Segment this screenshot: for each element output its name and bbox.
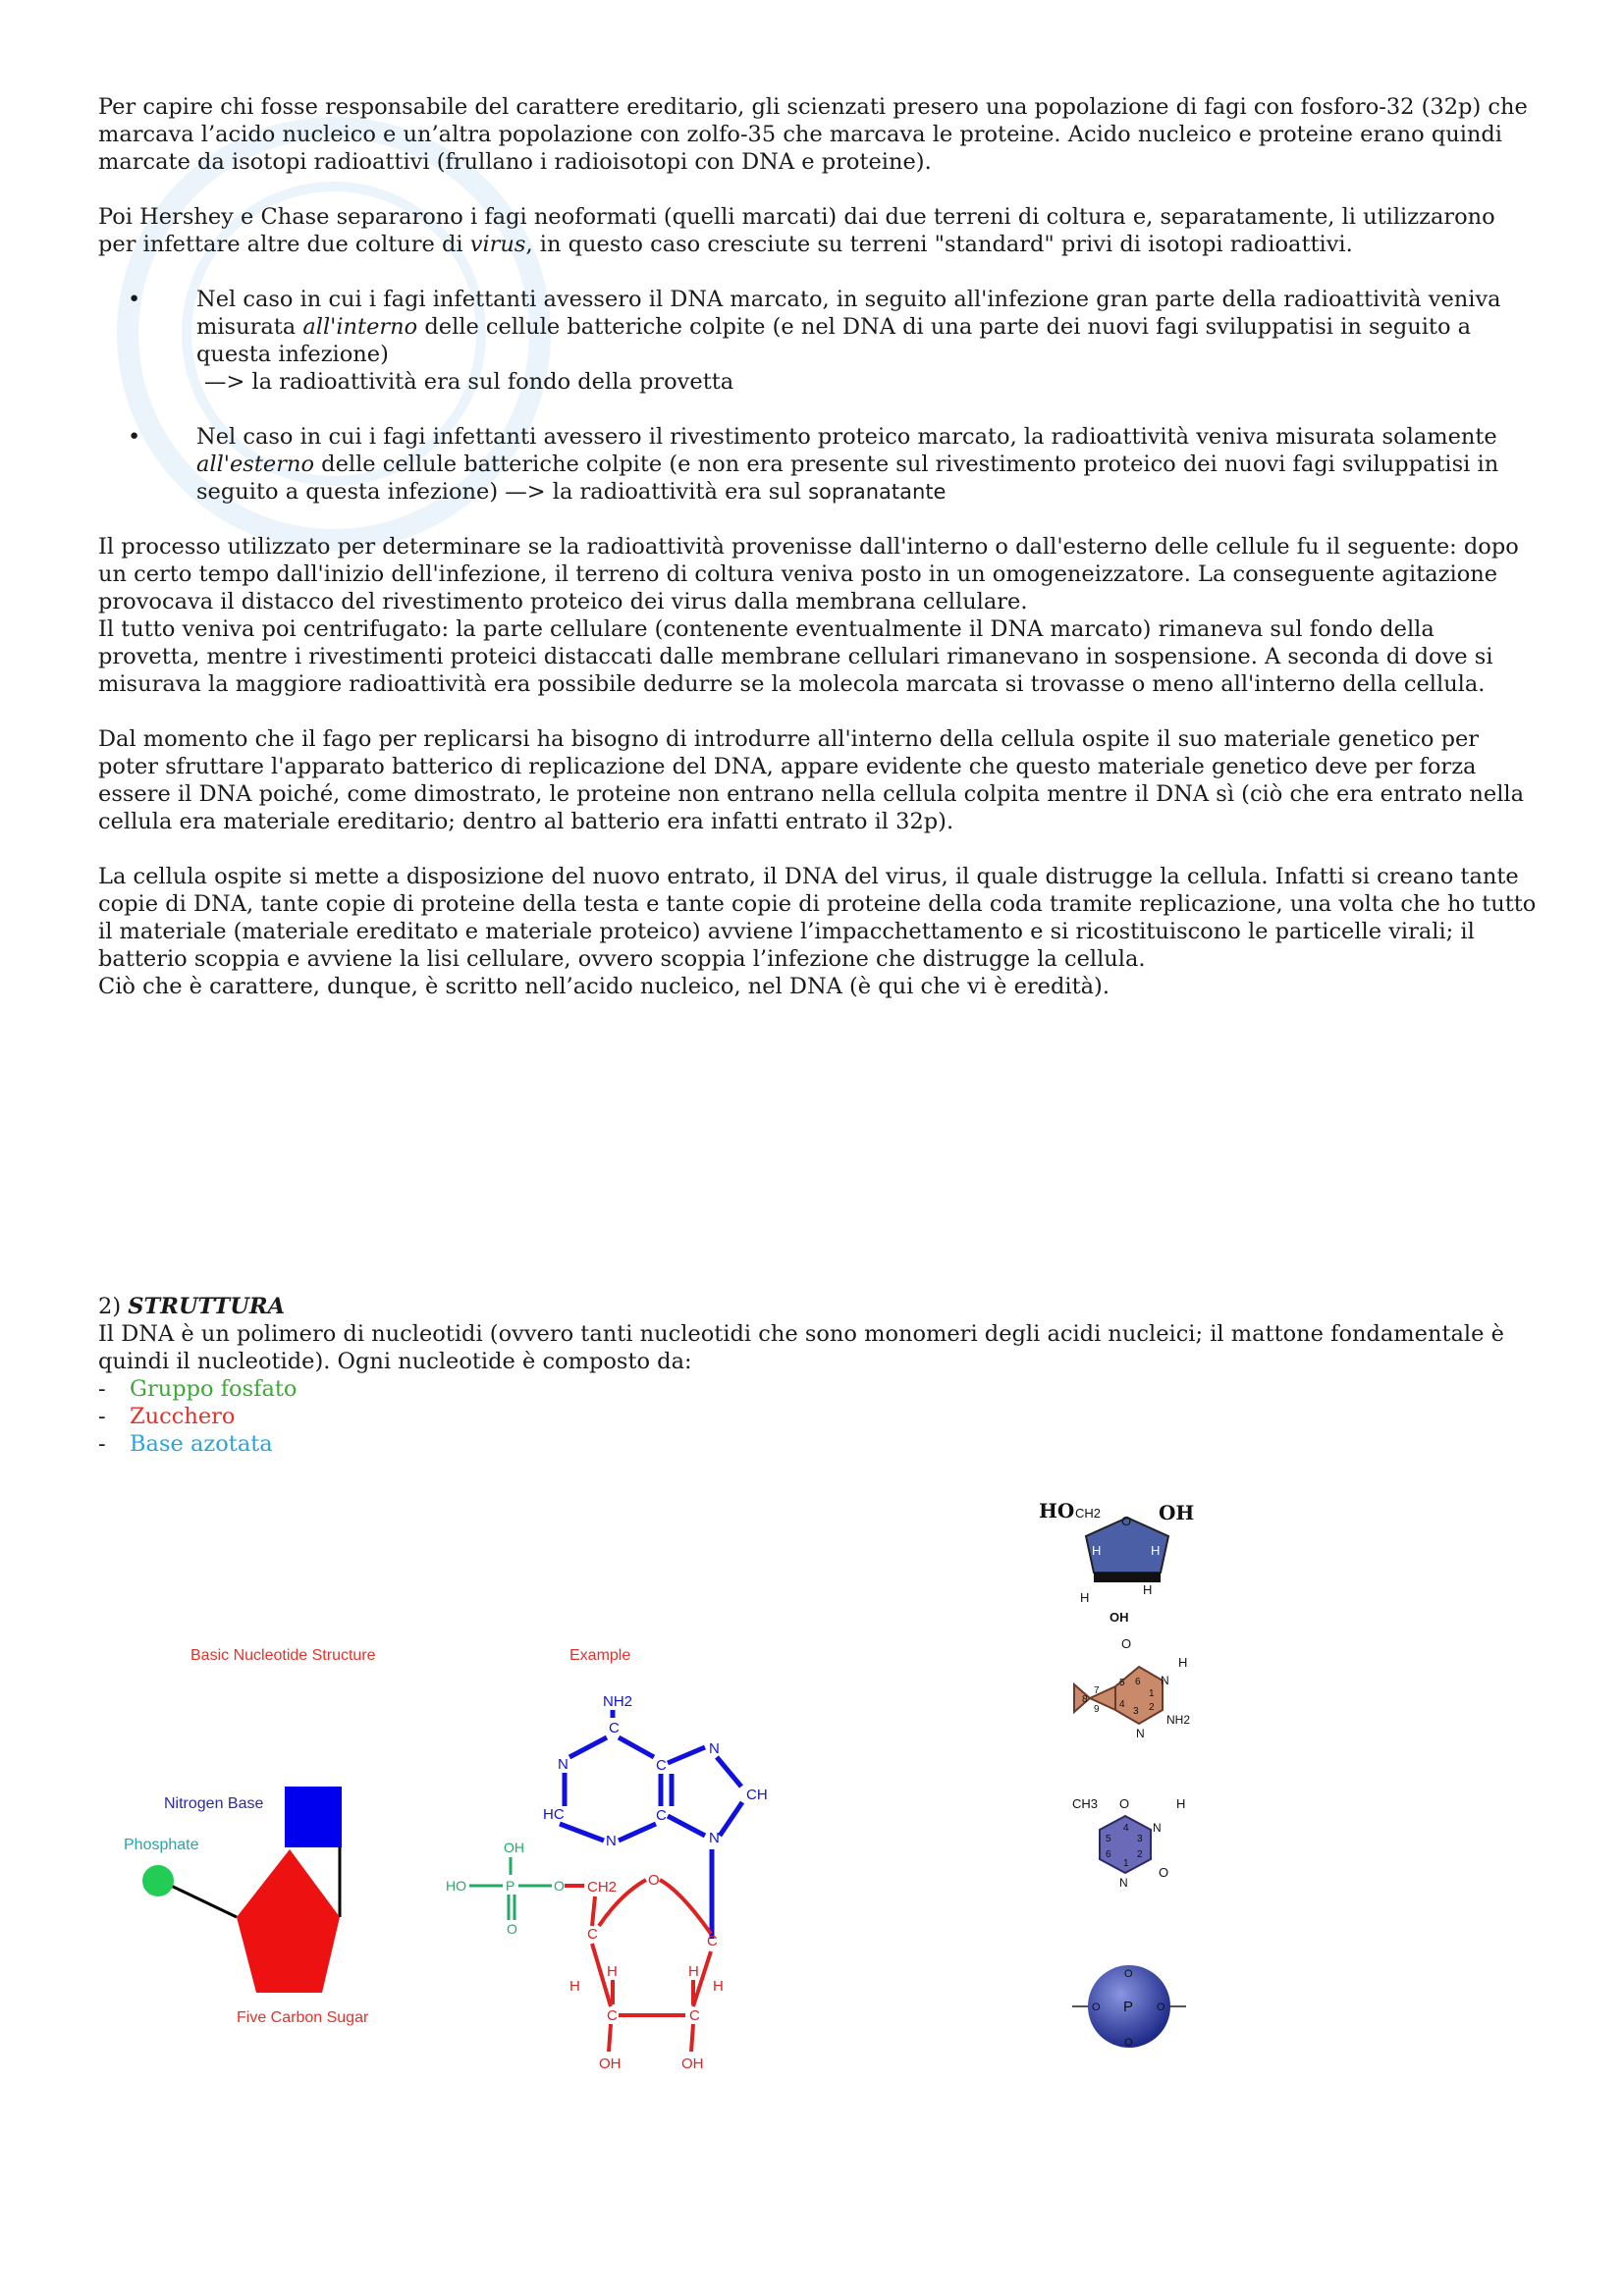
atom-hc: HC <box>543 1806 565 1823</box>
dash: - <box>98 1431 106 1457</box>
n-label: N <box>1153 1821 1162 1835</box>
atom-ho: HO <box>446 1878 466 1894</box>
atom-number: 5 <box>1119 1678 1125 1688</box>
atom-number: 7 <box>1094 1685 1100 1696</box>
h-label: H <box>1143 1582 1153 1597</box>
h-label: H <box>1178 1655 1188 1670</box>
sugar-pentagon <box>237 1849 340 1993</box>
atom-n: N <box>709 1830 720 1846</box>
atom-number: 6 <box>1135 1677 1141 1687</box>
phosphate-atoms <box>446 1840 565 1937</box>
text-run: Poi Hershey e Chase separarono i fagi neoformati (quelli marcati) dai due terreni di coltura e, separatamente, li utilizzarono per infettare altre due colture di <box>98 204 1495 257</box>
italic-esterno: all'esterno <box>196 452 315 477</box>
amine-label: NH2 <box>603 1693 633 1710</box>
pyrimidine-icon <box>1072 1796 1185 1890</box>
atom-number: 4 <box>1119 1699 1125 1710</box>
o-label: O <box>1124 2037 1133 2049</box>
h-label: H <box>1080 1590 1090 1605</box>
section-title: STRUTTURA <box>128 1294 286 1319</box>
o-label: O <box>1119 1796 1130 1811</box>
document-body <box>98 93 1537 1028</box>
atom-n: N <box>709 1740 720 1757</box>
atom-number: 9 <box>1094 1704 1100 1715</box>
phosphate-icon <box>1072 1965 1186 2049</box>
text-run: , in questo caso cresciute su terreni "standard" privi di isotopi radioattivi. <box>525 232 1353 257</box>
o-label: O <box>1121 1636 1132 1651</box>
text-run: Nel caso in cui i fagi infettanti avessero il rivestimento proteico marcato, la radioattività veniva misurata solamente <box>196 424 1497 450</box>
atom-o: O <box>554 1878 565 1894</box>
atom-number: 2 <box>1149 1702 1155 1713</box>
atom-number: 2 <box>1137 1849 1143 1860</box>
paragraph-replication: Dal momento che il fago per replicarsi ha bisogno di introdurre all'interno della cellula ospite il suo materiale genetico per poter sfruttare l'apparato batterico di replicazione del DNA, appare evidente che questo materiale genetico deve per forza essere il DNA poiché, come dimostrato, le proteine non entrano nella cellula colpita mentre il DNA sì (ciò che era entrato nella cellula era materiale ereditario; dentro al batterio era infatti entrato il 32p). <box>98 726 1525 834</box>
sugar-oh-label: OH <box>1159 1501 1195 1524</box>
italic-virus: virus <box>469 232 526 257</box>
section-struttura <box>98 1293 1537 1458</box>
n-label: N <box>1161 1674 1169 1687</box>
atom-number: 5 <box>1106 1834 1111 1844</box>
atom-c: C <box>689 2007 700 2024</box>
atom-c: C <box>656 1807 667 1824</box>
section-intro: Il DNA è un polimero di nucleotidi (ovvero tanti nucleotidi che sono monomeri degli acidi nucleici; il mattone fondamentale è quindi il nucleotide). Ogni nucleotide è composto da: <box>98 1321 1504 1374</box>
atom-number: 3 <box>1137 1834 1143 1844</box>
bullet-list <box>98 286 1537 506</box>
o-label: O <box>1157 2002 1165 2013</box>
basic-nucleotide-figure <box>108 1639 442 2042</box>
basic-figure-title: Basic Nucleotide Structure <box>190 1647 376 1664</box>
paragraph-centrifuge: Il tutto veniva poi centrifugato: la parte cellulare (contenente eventualmente il DNA marcato) rimaneva sul fondo della provetta, mentre i rivestimenti proteici distaccati dalle membrane cellulari rimanevano in sospensione. A seconda di dove si misurava la maggiore radioattività era possibile dedurre se la molecola marcata si trovasse o meno all'interno della cellula. <box>98 616 1493 697</box>
atom-p: P <box>506 1878 515 1894</box>
atom-ch2: CH2 <box>587 1879 618 1896</box>
paragraph-conclusion: Ciò che è carattere, dunque, è scritto nell’acido nucleico, nel DNA (è qui che vi è eredità). <box>98 974 1110 999</box>
phosphate-sugar-bond <box>167 1884 237 1917</box>
atom-o: O <box>507 1921 517 1937</box>
components-list <box>98 1375 1537 1458</box>
phosphate-label: Phosphate <box>124 1837 199 1853</box>
atom-n: N <box>558 1756 568 1773</box>
n-label: N <box>1119 1876 1128 1890</box>
purine-icon <box>1074 1636 1190 1740</box>
dash: - <box>98 1376 106 1402</box>
molecule-icons-figure <box>1021 1492 1257 2081</box>
atom-c: C <box>607 2007 618 2024</box>
atom-number: 3 <box>1133 1706 1139 1717</box>
atom-oh: OH <box>599 2056 622 2072</box>
sugar-ch2-label: CH2 <box>1075 1506 1102 1521</box>
atom-c: C <box>587 1926 598 1943</box>
italic-interno: all'interno <box>302 314 418 340</box>
section-number: 2) <box>98 1294 129 1319</box>
paragraph-hershey-chase <box>98 203 1537 258</box>
atom-c: C <box>656 1757 667 1774</box>
component-item-fosfato <box>98 1375 1537 1403</box>
oh-label: OH <box>1110 1610 1129 1625</box>
paragraph-host-cell: La cellula ospite si mette a disposizione del nuovo entrato, il DNA del virus, il quale distrugge la cellula. Infatti si creano tante copie di DNA, tante copie di proteine della testa e tante copie di proteine della coda tramite replicazione, una volta che ho tutto il materiale (materiale ereditato e materiale proteico) avviene l’impacchettamento e si ricostituiscono le particelle virali; il batterio scoppia e avviene la lisi cellulare, ovvero scoppia l’infezione che distrugge la cellula. <box>98 864 1537 972</box>
atom-h: H <box>607 1963 618 1980</box>
h-label: H <box>1176 1796 1186 1811</box>
nitrogen-base-label: Nitrogen Base <box>164 1795 264 1812</box>
text-run: Nel caso in cui i fagi infettanti avessero il DNA marcato, in seguito all'infezione gran parte della radioattività veniva misurata <box>196 287 1501 340</box>
sugar-ho-label: HO <box>1039 1499 1075 1522</box>
text-run: delle cellule batteriche colpite (e nel DNA di una parte dei nuovi fagi sviluppatisi in seguito a questa infezione) <box>196 314 1472 367</box>
component-label: Zucchero <box>130 1404 236 1429</box>
ch3-label: CH3 <box>1072 1796 1099 1811</box>
nitrogen-base-square <box>285 1787 342 1847</box>
example-nucleotide-figure <box>432 1639 805 2101</box>
component-item-base <box>98 1430 1537 1458</box>
dash: - <box>98 1404 106 1429</box>
paragraph-intro: Per capire chi fosse responsabile del carattere ereditario, gli scienzati presero una popolazione di fagi con fosforo-32 (32p) che marcava l’acido nucleico e un’altra popolazione con zolfo-35 che marcava le proteine. Acido nucleico e proteine erano quindi marcate da isotopi radioattivi (frullano i radioisotopi con DNA e proteine). <box>98 94 1528 175</box>
component-label: Base azotata <box>130 1431 273 1457</box>
phosphate-circle <box>142 1865 174 1896</box>
atom-c: C <box>707 1933 718 1949</box>
bullet-dot: • <box>128 424 141 450</box>
atom-h: H <box>713 1978 724 1995</box>
o-label: O <box>1159 1865 1169 1880</box>
component-label: Gruppo fosfato <box>130 1376 298 1402</box>
bullet-item-protein <box>98 423 1537 506</box>
bullet-dot: • <box>128 287 141 312</box>
o-label: O <box>1092 2002 1101 2013</box>
atom-c: C <box>609 1720 620 1736</box>
bullet-item-dna <box>98 286 1537 396</box>
sugar-o-label: O <box>1121 1514 1132 1528</box>
h-label: H <box>1092 1543 1102 1558</box>
atom-oh: OH <box>504 1840 524 1855</box>
atom-ch: CH <box>746 1787 768 1803</box>
sans-sopranatante: sopranatante <box>808 480 947 504</box>
atom-number: 4 <box>1123 1823 1129 1834</box>
arrow-result-line: —> la radioattività era sul fondo della provetta <box>204 369 734 395</box>
atom-h: H <box>688 1963 699 1980</box>
component-item-zucchero <box>98 1403 1537 1430</box>
o-label: O <box>1124 1968 1133 1980</box>
atom-h: H <box>569 1978 580 1995</box>
atom-number: 1 <box>1123 1858 1129 1869</box>
atom-number: 6 <box>1106 1849 1111 1860</box>
section-heading <box>98 1293 1537 1320</box>
n-label: N <box>1136 1727 1145 1740</box>
p-label: P <box>1123 1999 1134 2015</box>
h-label: H <box>1151 1543 1161 1558</box>
example-figure-title: Example <box>569 1647 631 1664</box>
atom-oh: OH <box>681 2056 704 2072</box>
sugar-label: Five Carbon Sugar <box>237 2009 369 2026</box>
atom-number: 8 <box>1082 1694 1088 1705</box>
paragraph-process: Il processo utilizzato per determinare se la radioattività provenisse dall'interno o dall'esterno delle cellule fu il seguente: dopo un certo tempo dall'inizio dell'infezione, il terreno di coltura veniva posto in un omogeneizzatore. La conseguente agitazione provocava il distacco del rivestimento proteico dei virus dalla membrana cellulare. <box>98 534 1519 614</box>
atom-number: 1 <box>1149 1688 1155 1699</box>
nh2-label: NH2 <box>1166 1713 1191 1727</box>
deoxyribose-icon <box>1039 1499 1194 1625</box>
atom-o: O <box>648 1872 660 1889</box>
atom-n: N <box>606 1833 617 1849</box>
text-run: delle cellule batteriche colpite (e non era presente sul rivestimento proteico dei nuovi fagi sviluppatisi in seguito a questa infezione) —> la radioattività era sul <box>196 452 1499 505</box>
